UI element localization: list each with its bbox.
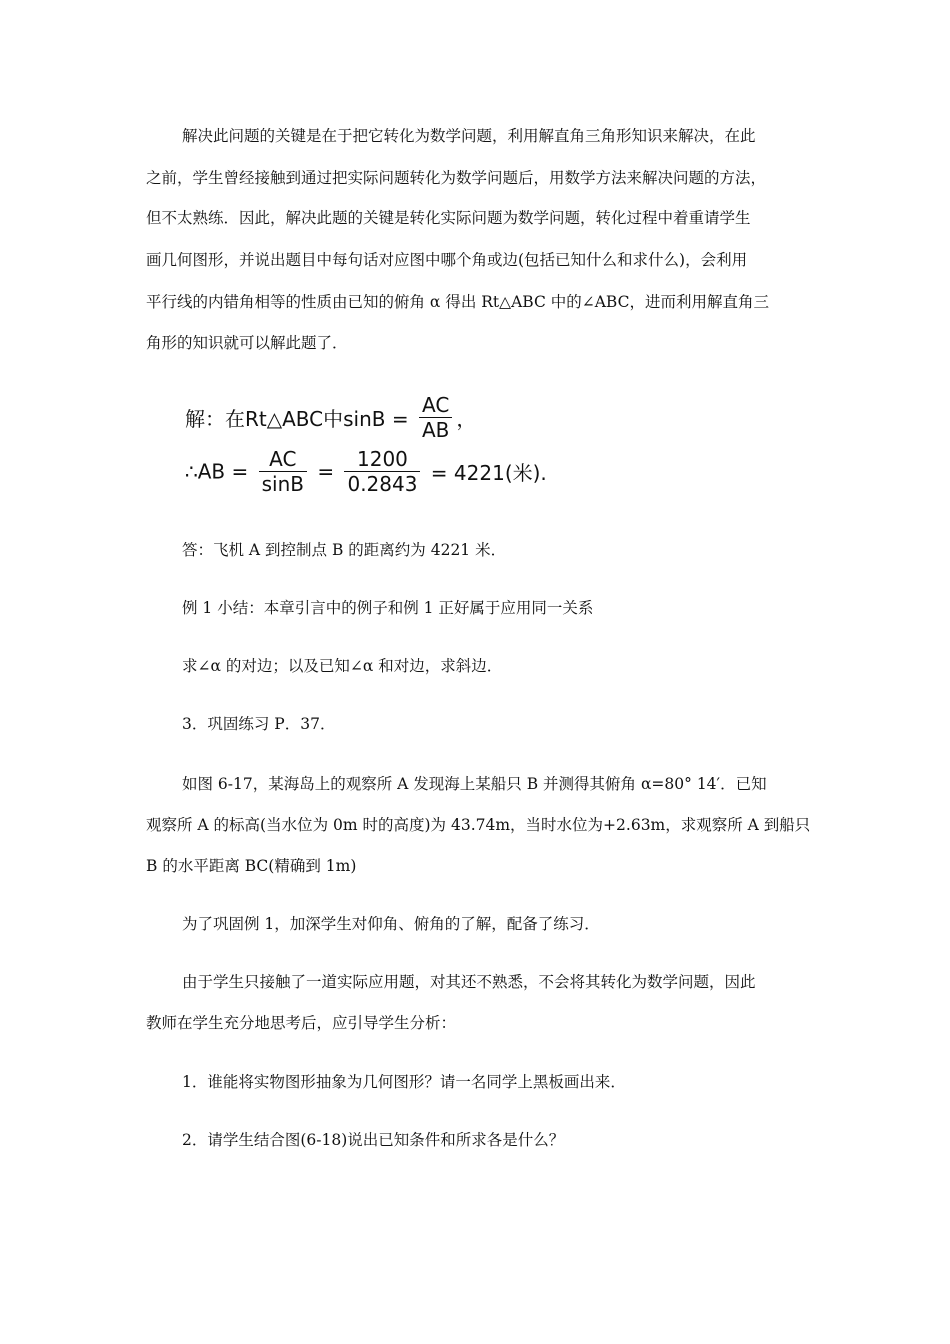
- paragraph1-line6: 角形的知识就可以解此题了．: [146, 334, 348, 352]
- paragraph1-line5: 平行线的内错角相等的性质由已知的俯角 α 得出 Rt△ABC 中的∠ABC，进而利用解直角三: [146, 293, 769, 311]
- summary-line1: 例 1 小结：本章引言中的例子和例 1 正好属于应用同一关系: [182, 599, 594, 617]
- formula2-numerator2: 1200: [344, 447, 420, 472]
- formula1-prefix: 解：在Rt△ABC中sinB =: [185, 407, 415, 431]
- answer-text: 答：飞机 A 到控制点 B 的距离约为 4221 米．: [182, 541, 507, 559]
- guidance-line1: 由于学生只接触了一道实际应用题，对其还不熟悉，不会将其转化为数学问题，因此: [182, 973, 756, 991]
- formula1-numerator: AC: [419, 393, 452, 418]
- paragraph1-line2: 之前，学生曾经接触到通过把实际问题转化为数学问题后，用数学方法来解决问题的方法，: [146, 169, 767, 187]
- summary-line2: 求∠α 的对边；以及已知∠α 和对边，求斜边．: [182, 657, 503, 675]
- problem-line2: 观察所 A 的标高(当水位为 0m 时的高度)为 43.74m，当时水位为+2.63m，求观察所 A 到船只: [146, 816, 811, 834]
- purpose-text: 为了巩固例 1，加深学生对仰角、俯角的了解，配备了练习．: [182, 915, 600, 933]
- formula2-suffix: = 4221(米).: [424, 461, 547, 485]
- formula2-denominator2: 0.2843: [347, 472, 418, 496]
- paragraph1-line1: 解决此问题的关键是在于把它转化为数学问题，利用解直角三角形知识来解决，在此: [182, 127, 756, 145]
- formula1-suffix: ，: [456, 407, 477, 431]
- formula2-fraction2: [344, 447, 420, 496]
- practice-title: 3．巩固练习 P．37．: [182, 715, 336, 733]
- solution-formula-line2: [185, 447, 547, 496]
- formula2-denominator1: sinB: [261, 472, 304, 496]
- formula2-equals: =: [310, 459, 341, 484]
- paragraph1-line4: 画几何图形，并说出题目中每句话对应图中哪个角或边(包括已知什么和求什么)，会利用: [146, 251, 748, 269]
- solution-formula-line1: [185, 393, 476, 442]
- question-2: 2．请学生结合图(6-18)说出已知条件和所求各是什么？: [182, 1131, 565, 1149]
- problem-line3: B 的水平距离 BC(精确到 1m): [146, 857, 357, 875]
- formula2-numerator1: AC: [259, 447, 307, 472]
- formula2-fraction1: [259, 447, 307, 496]
- formula2-prefix: ∴AB =: [185, 459, 255, 484]
- question-1: 1．谁能将实物图形抽象为几何图形？请一名同学上黑板画出来．: [182, 1073, 626, 1091]
- formula1-fraction: [419, 393, 452, 442]
- guidance-line2: 教师在学生充分地思考后，应引导学生分析：: [146, 1014, 457, 1032]
- formula1-denominator: AB: [421, 418, 450, 442]
- paragraph1-line3: 但不太熟练．因此，解决此题的关键是转化实际问题为数学问题，转化过程中着重请学生: [146, 209, 751, 227]
- problem-line1: 如图 6-17，某海岛上的观察所 A 发现海上某船只 B 并测得其俯角 α=80° 14′．已知: [182, 775, 767, 793]
